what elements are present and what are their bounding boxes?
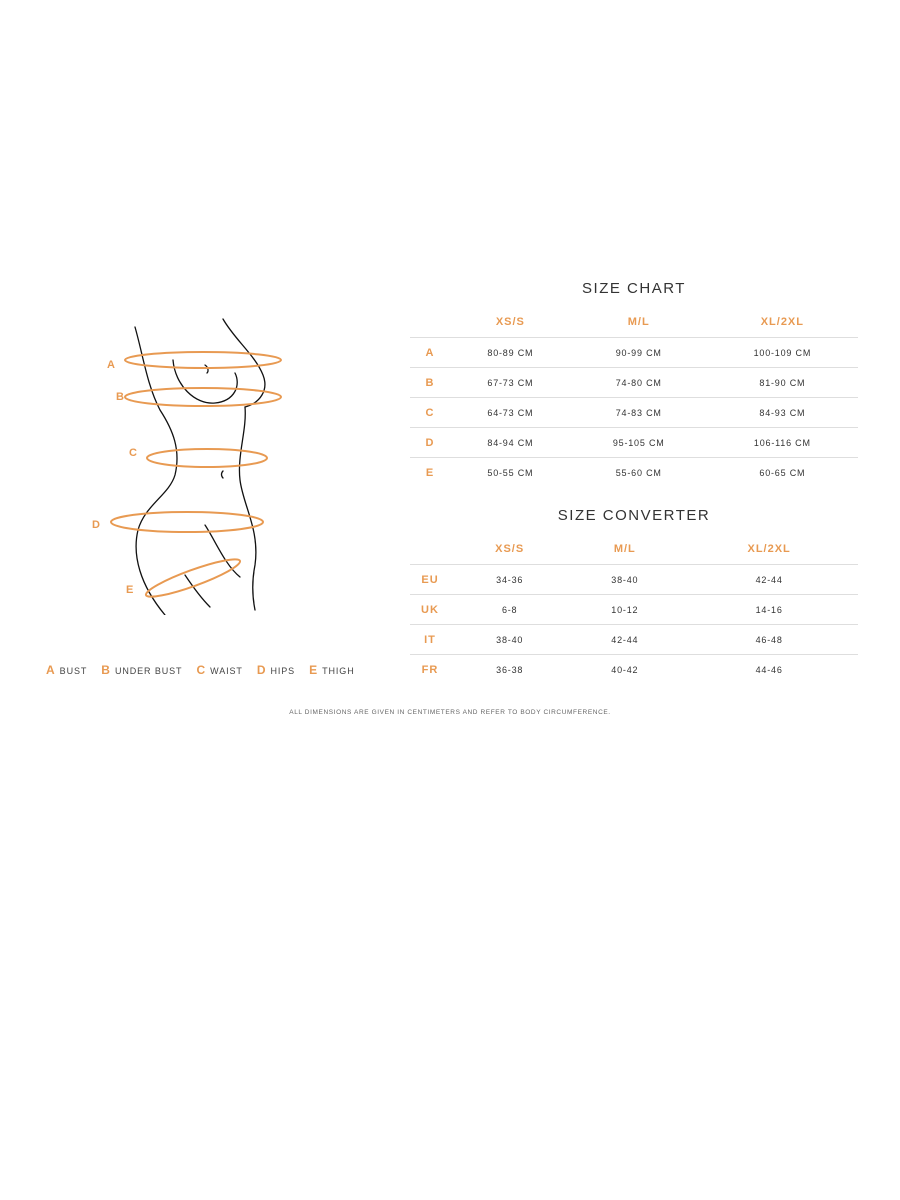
size-chart-table bbox=[410, 307, 858, 487]
table-corner bbox=[410, 534, 450, 565]
figure-letter-d: D bbox=[92, 519, 101, 531]
hips-ring bbox=[111, 512, 263, 532]
table-cell: 100-109 CM bbox=[707, 338, 858, 368]
legend-item-bust bbox=[46, 663, 87, 677]
waist-ring bbox=[147, 449, 267, 467]
table-cell: 80-89 CM bbox=[450, 338, 571, 368]
table-cell: 50-55 CM bbox=[450, 458, 571, 488]
size-converter-table bbox=[410, 534, 858, 684]
figure-letter-e: E bbox=[126, 584, 135, 596]
table-row bbox=[410, 428, 858, 458]
legend-letter: D bbox=[256, 663, 266, 677]
column-header: M/L bbox=[613, 543, 636, 555]
body-figure bbox=[85, 315, 295, 615]
column-header: XS/S bbox=[495, 316, 525, 328]
table-row bbox=[410, 338, 858, 368]
table-cell: 38-40 bbox=[569, 565, 680, 595]
legend-item-waist bbox=[196, 663, 242, 677]
row-label: B bbox=[410, 368, 450, 398]
table-row bbox=[410, 458, 858, 488]
table-cell: 90-99 CM bbox=[571, 338, 707, 368]
row-label: EU bbox=[410, 565, 450, 595]
legend-item-thigh bbox=[309, 663, 355, 677]
table-cell: 106-116 CM bbox=[707, 428, 858, 458]
table-cell: 81-90 CM bbox=[707, 368, 858, 398]
thigh-ring bbox=[143, 553, 242, 602]
table-cell: 60-65 CM bbox=[707, 458, 858, 488]
column-header: XS/S bbox=[495, 543, 525, 555]
legend-letter: C bbox=[196, 663, 206, 677]
row-label: UK bbox=[410, 595, 450, 625]
table-cell: 6-8 bbox=[450, 595, 569, 625]
table-row bbox=[410, 368, 858, 398]
legend-label: UNDER BUST bbox=[114, 666, 183, 676]
table-cell: 14-16 bbox=[680, 595, 858, 625]
table-row bbox=[410, 655, 858, 685]
table-cell: 74-80 CM bbox=[571, 368, 707, 398]
size-converter-title: SIZE CONVERTER bbox=[557, 507, 711, 524]
table-cell: 40-42 bbox=[569, 655, 680, 685]
table-cell: 42-44 bbox=[680, 565, 858, 595]
table-header-row bbox=[410, 307, 858, 338]
legend-label: HIPS bbox=[270, 666, 296, 676]
legend-letter: A bbox=[46, 663, 55, 677]
row-label: D bbox=[410, 428, 450, 458]
row-label: IT bbox=[410, 625, 450, 655]
legend-label: THIGH bbox=[322, 666, 355, 676]
column-header: XL/2XL bbox=[747, 543, 791, 555]
row-label: C bbox=[410, 398, 450, 428]
legend-item-hips bbox=[257, 663, 295, 677]
figure-letter-a: A bbox=[107, 359, 116, 371]
table-cell: 55-60 CM bbox=[571, 458, 707, 488]
table-cell: 64-73 CM bbox=[450, 398, 571, 428]
table-cell: 38-40 bbox=[450, 625, 569, 655]
row-label: FR bbox=[410, 655, 450, 685]
table-cell: 10-12 bbox=[569, 595, 680, 625]
table-cell: 84-93 CM bbox=[707, 398, 858, 428]
legend-letter: B bbox=[101, 663, 110, 677]
legend-item-under-bust bbox=[101, 663, 182, 677]
column-header: M/L bbox=[627, 316, 650, 328]
table-corner bbox=[410, 307, 450, 338]
legend-label: BUST bbox=[59, 666, 88, 676]
figure-letter-b: B bbox=[116, 391, 125, 403]
figure-letter-c: C bbox=[129, 447, 138, 459]
table-cell: 95-105 CM bbox=[571, 428, 707, 458]
row-label: A bbox=[410, 338, 450, 368]
table-cell: 44-46 bbox=[680, 655, 858, 685]
table-row bbox=[410, 565, 858, 595]
column-header: XL/2XL bbox=[760, 316, 804, 328]
legend-label: WAIST bbox=[210, 666, 243, 676]
size-chart-title: SIZE CHART bbox=[582, 280, 686, 297]
table-row bbox=[410, 625, 858, 655]
body-outline-illustration bbox=[85, 315, 295, 615]
table-cell: 34-36 bbox=[450, 565, 569, 595]
table-cell: 46-48 bbox=[680, 625, 858, 655]
table-row bbox=[410, 398, 858, 428]
table-cell: 36-38 bbox=[450, 655, 569, 685]
table-cell: 42-44 bbox=[569, 625, 680, 655]
table-cell: 67-73 CM bbox=[450, 368, 571, 398]
footnote: ALL DIMENSIONS ARE GIVEN IN CENTIMETERS AND REFER TO BODY CIRCUMFERENCE. bbox=[289, 709, 611, 716]
table-row bbox=[410, 595, 858, 625]
bust-ring bbox=[125, 352, 281, 368]
table-cell: 84-94 CM bbox=[450, 428, 571, 458]
measurement-legend bbox=[46, 663, 355, 677]
row-label: E bbox=[410, 458, 450, 488]
under-bust-ring bbox=[125, 388, 281, 406]
table-cell: 74-83 CM bbox=[571, 398, 707, 428]
legend-letter: E bbox=[309, 663, 318, 677]
table-header-row bbox=[410, 534, 858, 565]
